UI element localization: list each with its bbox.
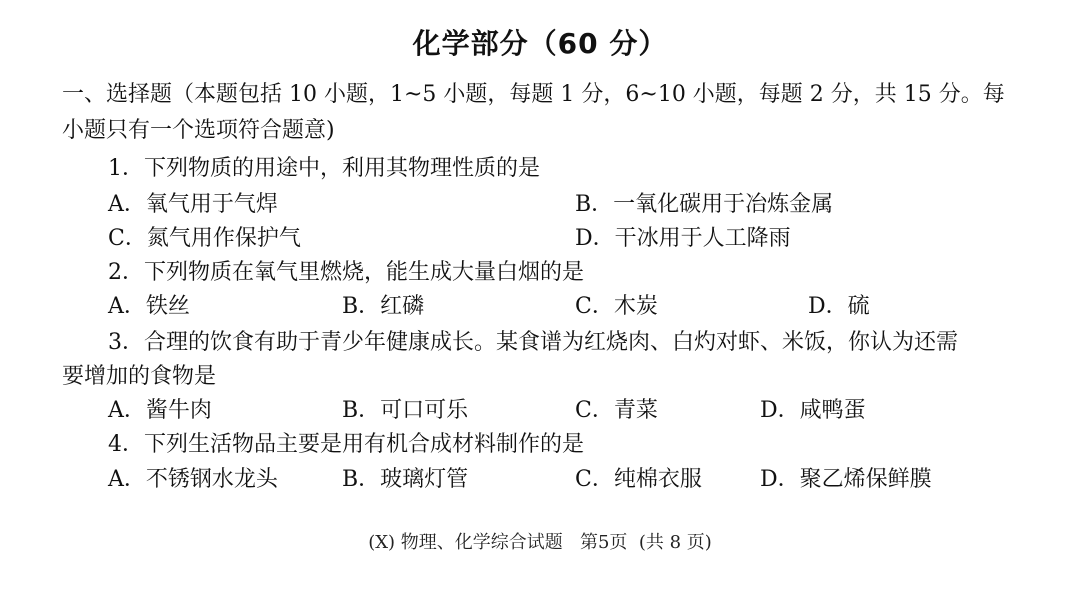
question-1-option-d: D．干冰用于人工降雨 <box>575 226 791 251</box>
question-2-option-c: C．木炭 <box>575 294 658 319</box>
question-1-option-c: C．氮气用作保护气 <box>108 226 301 251</box>
page-footer: (X) 物理、化学综合试题 第5页 (共 8 页) <box>368 532 712 553</box>
question-2-option-d: D．硫 <box>808 294 870 319</box>
question-2-option-b: B．红磷 <box>342 294 425 319</box>
question-4-option-b: B．玻璃灯管 <box>342 467 469 492</box>
question-2-stem: 2．下列物质在氧气里燃烧，能生成大量白烟的是 <box>108 260 584 285</box>
question-2-option-a: A．铁丝 <box>108 294 190 319</box>
question-1-option-a: A．氧气用于气焊 <box>108 192 278 217</box>
question-4-option-d: D．聚乙烯保鲜膜 <box>760 467 932 492</box>
question-3-stem-line-1: 3．合理的饮食有助于青少年健康成长。某食谱为红烧肉、白灼对虾、米饭，你认为还需 <box>108 330 958 355</box>
question-3-option-b: B．可口可乐 <box>342 398 469 423</box>
question-4-stem: 4．下列生活物品主要是用有机合成材料制作的是 <box>108 432 584 457</box>
question-1-stem: 1．下列物质的用途中，利用其物理性质的是 <box>108 156 540 181</box>
instruction-line-2: 小题只有一个选项符合题意) <box>62 118 335 143</box>
question-3-stem-line-2: 要增加的食物是 <box>62 364 217 389</box>
section-title: 化学部分（60 分） <box>412 27 668 60</box>
instruction-line-1: 一、选择题（本题包括 10 小题，1~5 小题，每题 1 分，6~10 小题，每题 2 分，共 15 分。每 <box>62 82 1005 107</box>
question-4-option-c: C．纯棉衣服 <box>575 467 702 492</box>
question-3-option-a: A．酱牛肉 <box>108 398 212 423</box>
question-1-option-b: B．一氧化碳用于冶炼金属 <box>575 192 834 217</box>
question-3-option-d: D．咸鸭蛋 <box>760 398 866 423</box>
question-3-option-c: C．青菜 <box>575 398 658 423</box>
question-4-option-a: A．不锈钢水龙头 <box>108 467 278 492</box>
